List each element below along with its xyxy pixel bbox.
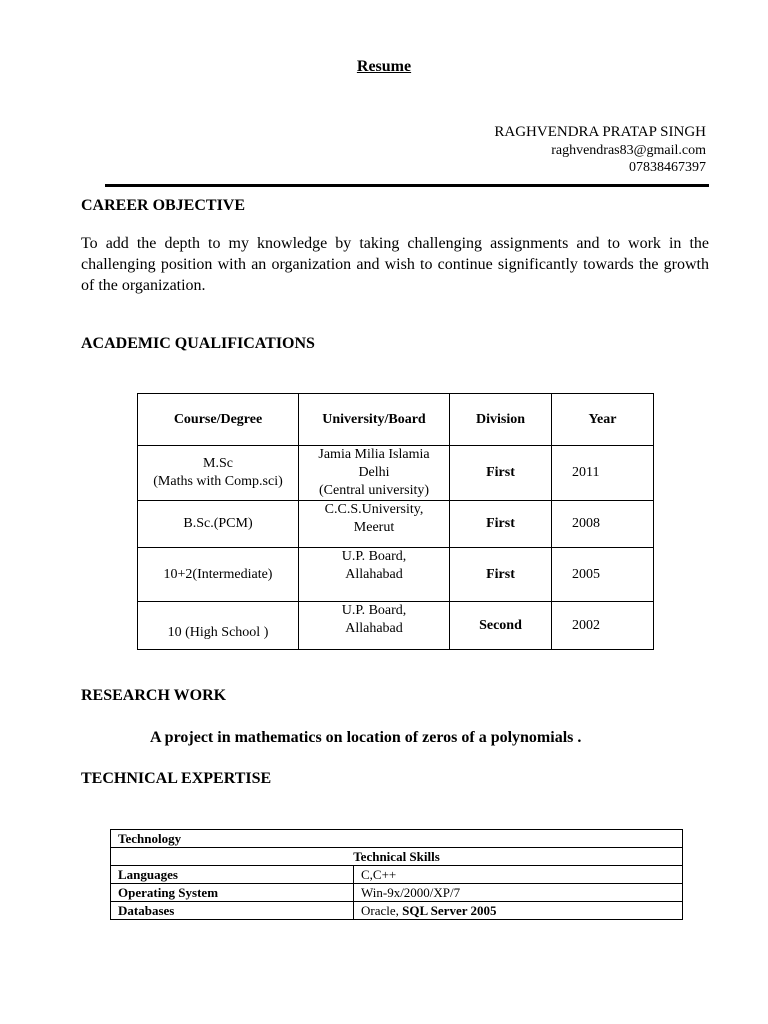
university-line: Allahabad (345, 621, 403, 636)
course-line: 10 (High School ) (167, 624, 269, 640)
university-line: Meerut (353, 520, 395, 535)
table-row (111, 848, 683, 866)
skill-value-bold: SQL Server 2005 (402, 903, 497, 918)
skill-label: Languages (111, 866, 354, 884)
phone-number: 07838467397 (629, 160, 706, 175)
year-cell: 2008 (552, 501, 654, 548)
year-cell: 2002 (552, 602, 654, 650)
university-cell (299, 602, 450, 650)
skill-value-text: C,C++ (361, 867, 397, 882)
skill-value-text: Win-9x/2000/XP/7 (361, 885, 461, 900)
university-line: C.C.S.University, (324, 502, 424, 517)
division-cell: First (450, 501, 552, 548)
table-row (138, 501, 654, 548)
technical-heading: TECHNICAL EXPERTISE (81, 770, 272, 787)
table-row (138, 602, 654, 650)
year-cell: 2011 (552, 446, 654, 501)
division-cell: Second (450, 602, 552, 650)
career-objective-text: To add the depth to my knowledge by taking challenging assignments and to work in the challenging position with an organization and wish to continue significantly towards the growth of the organization. (81, 235, 709, 294)
table-row (111, 902, 683, 920)
header-divider (105, 184, 709, 187)
header-university: University/Board (299, 394, 450, 446)
skill-value (354, 866, 683, 884)
course-cell (138, 602, 299, 650)
page-title: Resume (356, 58, 412, 75)
table-row (138, 446, 654, 501)
course-line: M.Sc (203, 456, 233, 471)
table-row (138, 548, 654, 602)
header-year: Year (552, 394, 654, 446)
email-address: raghvendras83@gmail.com (551, 143, 706, 158)
technical-skills-label: Technical Skills (111, 848, 683, 866)
table-row (111, 830, 683, 848)
skill-value (354, 902, 683, 920)
academic-table (137, 393, 654, 650)
technical-table (110, 829, 683, 920)
division-cell: First (450, 446, 552, 501)
course-line: B.Sc.(PCM) (183, 516, 253, 531)
university-line: Jamia Milia Islamia (318, 447, 430, 462)
candidate-name: RAGHVENDRA PRATAP SINGH (494, 124, 706, 140)
course-line: 10+2(Intermediate) (163, 566, 273, 582)
skill-label: Operating System (111, 884, 354, 902)
division-cell: First (450, 548, 552, 602)
academic-heading: ACADEMIC QUALIFICATIONS (81, 335, 315, 352)
university-line: U.P. Board, (341, 549, 407, 564)
technology-label: Technology (111, 830, 683, 848)
table-header-row (138, 394, 654, 446)
skill-label: Databases (111, 902, 354, 920)
research-text: A project in mathematics on location of zeros of a polynomials . (150, 729, 582, 746)
skill-value-text: Oracle, (361, 903, 403, 918)
header-course: Course/Degree (138, 394, 299, 446)
university-line: U.P. Board, (341, 603, 407, 618)
skill-value (354, 884, 683, 902)
university-line: Allahabad (345, 567, 403, 582)
year-cell: 2005 (552, 548, 654, 602)
table-row (111, 866, 683, 884)
university-cell (299, 501, 450, 548)
university-cell (299, 548, 450, 602)
header-division: Division (450, 394, 552, 446)
course-cell (138, 501, 299, 548)
university-cell (299, 446, 450, 501)
course-cell (138, 446, 299, 501)
research-heading: RESEARCH WORK (81, 687, 227, 704)
university-line: Delhi (358, 465, 390, 480)
course-line: (Maths with Comp.sci) (153, 474, 283, 489)
table-row (111, 884, 683, 902)
course-cell (138, 548, 299, 602)
university-line: (Central university) (318, 483, 430, 498)
career-objective-heading: CAREER OBJECTIVE (81, 197, 246, 214)
